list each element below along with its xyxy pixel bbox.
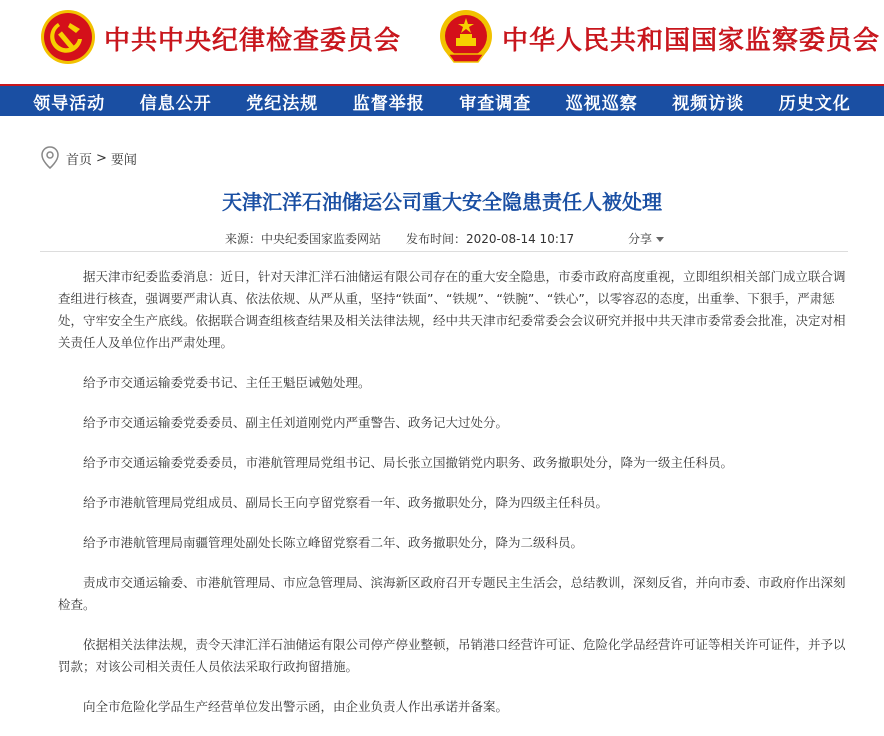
breadcrumb: [40, 146, 137, 170]
nav-item-inspection[interactable]: 巡视巡察: [565, 93, 638, 114]
article-paragraph: 据天津市纪委监委消息：近日，针对天津汇洋石油储运有限公司存在的重大安全隐患，市委市政府高度重视，立即组织相关部门成立联合调查组进行核查，强调要严肃认真、依法依规、从严从重，坚持“铁面”、“铁规”、“铁腕”、“铁心”，以零容忍的态度，出重拳、下狠手，严肃惩处，守牢安全生产底线。依据联合调查组核查结果及相关法律法规，经中共天津市纪委常委会会议研究并报中共天津市委常委会批准，决定对相关责任人及单位作出严肃处理。: [58, 269, 846, 350]
divider: [40, 251, 848, 252]
nav-item-regulations[interactable]: 党纪法规: [246, 93, 319, 114]
site-header: [0, 0, 884, 114]
breadcrumb-separator: >: [96, 150, 107, 166]
breadcrumb-home[interactable]: 首页: [66, 152, 93, 168]
nav-item-investigation[interactable]: 审查调查: [459, 93, 532, 114]
article-paragraph: 给予市港航管理局党组成员、副局长王向亨留党察看一年、政务撤职处分，降为四级主任科员。: [83, 495, 609, 510]
article-paragraph: 依据相关法律法规，责令天津汇洋石油储运有限公司停产停业整顿，吊销港口经营许可证、危险化学品经营许可证等相关许可证件，并予以罚款；对该公司相关责任人员依法采取行政拘留措施。: [58, 637, 846, 674]
nav-item-leadership[interactable]: 领导活动: [33, 93, 106, 114]
article-paragraph: 给予市港航管理局南疆管理处副处长陈立峰留党察看二年、政务撤职处分，降为二级科员。: [83, 535, 584, 550]
article-body: [58, 266, 854, 736]
article-paragraph: 责成市交通运输委、市港航管理局、市应急管理局、滨海新区政府召开专题民主生活会，总结教训，深刻反省，并向市委、市政府作出深刻检查。: [58, 575, 846, 612]
breadcrumb-current[interactable]: 要闻: [110, 152, 137, 168]
nav-item-video-interview[interactable]: 视频访谈: [672, 93, 745, 114]
nav-item-info-disclosure[interactable]: 信息公开: [139, 93, 212, 114]
chevron-down-icon: [656, 237, 664, 242]
nsc-title[interactable]: 中华人民共和国国家监察委员会: [502, 26, 881, 56]
main-nav: [0, 84, 884, 116]
national-emblem-icon: [438, 8, 494, 66]
article-source: 来源：中央纪委国家监委网站: [225, 232, 382, 246]
nav-item-report[interactable]: 监督举报: [352, 93, 425, 114]
share-button[interactable]: [628, 230, 664, 247]
article-title: 天津汇洋石油储运公司重大安全隐患责任人被处理: [222, 190, 662, 214]
nav-item-history-culture[interactable]: 历史文化: [778, 93, 851, 114]
article-publish-time: 发布时间：2020-08-14 10:17: [406, 232, 575, 246]
article-paragraph: 给予市交通运输委党委委员、副主任刘道刚党内严重警告、政务记大过处分。: [83, 415, 509, 430]
location-pin-icon: [40, 146, 60, 170]
article-paragraph: 给予市交通运输委党委书记、主任王魁臣诫勉处理。: [83, 375, 371, 390]
article-paragraph: 给予市交通运输委党委委员，市港航管理局党组书记、局长张立国撤销党内职务、政务撤职处分，降为一级主任科员。: [83, 455, 734, 470]
share-label: 分享: [628, 232, 653, 246]
party-emblem-icon: [40, 9, 96, 65]
article-paragraph: 向全市危险化学品生产经营单位发出警示函，由企业负责人作出承诺并备案。: [83, 699, 509, 714]
ccdi-title[interactable]: 中共中央纪律检查委员会: [104, 26, 402, 56]
